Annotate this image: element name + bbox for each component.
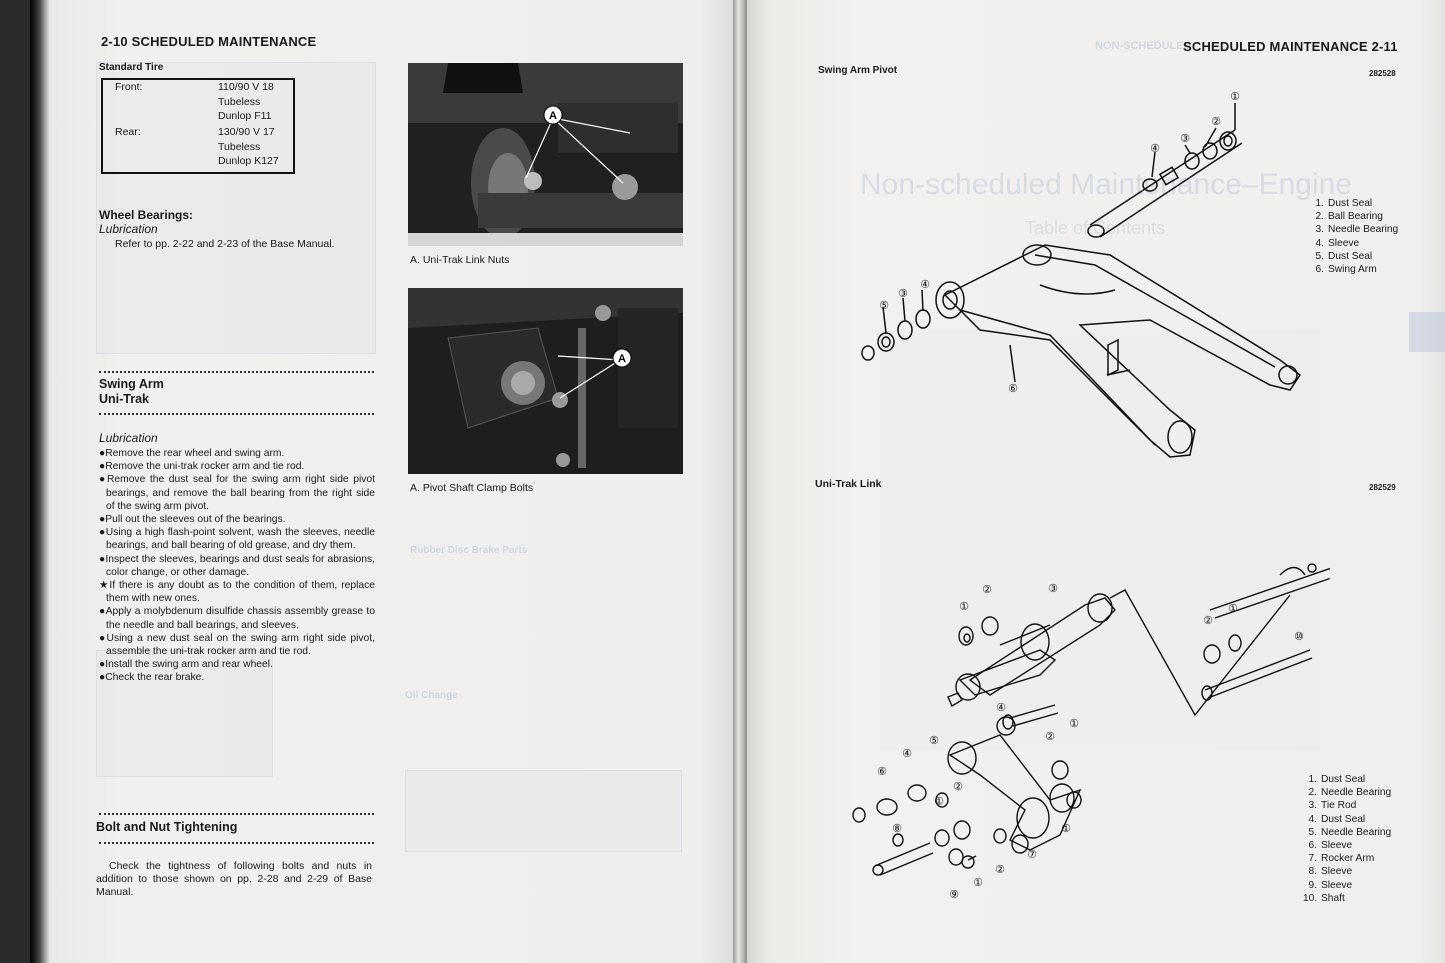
list-item: ●Using a high flash-point solvent, wash the sleeves, needle bearings, and ball bearing of old grease, and dry them. (99, 527, 375, 552)
wheel-bearings-text: Refer to pp. 2-22 and 2-23 of the Base Manual. (115, 238, 335, 250)
list-item: ●Inspect the sleeves, bearings and dust seals for abrasions, color change, or other damage. (99, 553, 375, 578)
callout-9: ⑨ (949, 889, 959, 901)
figure-code: 282528 (1369, 69, 1396, 78)
callout-3b: ③ (898, 288, 908, 300)
rear-type: Tubeless (218, 140, 261, 153)
callout-1c: ① (1069, 718, 1079, 730)
callout-2: ② (982, 584, 992, 596)
callout-3: ③ (1048, 583, 1058, 595)
standard-tire-title: Standard Tire (99, 62, 164, 73)
divider (99, 842, 374, 844)
callout-7: ⑦ (1027, 849, 1037, 861)
figure-code: 282529 (1369, 483, 1396, 492)
callout-2e: ② (995, 864, 1005, 876)
divider (99, 413, 374, 415)
callout-2: ② (1211, 116, 1221, 128)
callout-2d: ② (953, 781, 963, 793)
callout-5: ⑤ (929, 735, 939, 747)
swing-arm-pivot-diagram (850, 85, 1310, 475)
uni-trak-legend (1303, 773, 1391, 905)
callout-6: ⑥ (1008, 383, 1018, 395)
callout-1: ① (1230, 91, 1240, 103)
legend-item: 10. Shaft (1303, 892, 1345, 904)
uni-trak-link-title: Uni-Trak Link (815, 478, 882, 490)
wheel-bearings-subtitle: Lubrication (99, 222, 158, 236)
callout-4b: ④ (902, 748, 912, 760)
rear-size: 130/90 V 17 (218, 126, 275, 138)
bolt-nut-title: Bolt and Nut Tightening (96, 820, 238, 834)
list-item: ●Apply a molybdenum disulfide chassis assembly grease to the needle and ball bearings, and sleeves. (99, 606, 375, 631)
swing-arm-subtitle: Lubrication (99, 431, 158, 445)
callout-2b: ② (1203, 615, 1213, 627)
callout-1b: ① (1228, 603, 1238, 615)
page-header-left: 2-10 SCHEDULED MAINTENANCE (101, 34, 317, 49)
callout-1d: ① (934, 796, 944, 808)
list-item: ●Install the swing arm and rear wheel. (99, 659, 273, 671)
legend-item: 7. Rocker Arm (1308, 853, 1375, 865)
photo2-marker: A (618, 353, 626, 365)
callout-4b: ④ (920, 279, 930, 291)
callout-3: ③ (1180, 133, 1190, 145)
book-binding (733, 0, 747, 963)
legend-item: 6. Sleeve (1308, 840, 1353, 852)
callout-4: ④ (1150, 143, 1160, 155)
legend-item: 2. Ball Bearing (1315, 211, 1383, 223)
front-size: 110/90 V 18 (218, 81, 274, 93)
list-item: ●Using a new dust seal on the swing arm right side pivot, assemble the uni-trak rocker arm and tie rod. (99, 632, 375, 658)
legend-item: 3. Needle Bearing (1315, 224, 1399, 236)
legend-item: 2. Needle Bearing (1308, 787, 1392, 799)
callout-8: ⑧ (892, 823, 902, 835)
legend-item: 5. Needle Bearing (1308, 826, 1392, 838)
right-page: Non-scheduled Maintenance–Engine Table of Contents NON-SCHEDULED (740, 0, 1445, 963)
pivot-shaft-photo (408, 288, 683, 474)
legend-item: 5. Dust Seal (1315, 250, 1373, 262)
list-item: ★If there is any doubt as to the condition of them, replace them with new ones. (99, 580, 375, 605)
list-item: ●Remove the dust seal for the swing arm right side pivot bearings, and remove the ball bearing from the right side of the swing arm pivot. (99, 474, 375, 512)
callout-5: ⑤ (879, 300, 889, 312)
photo1-caption: A. Uni-Trak Link Nuts (410, 254, 510, 266)
swing-arm-legend (1310, 197, 1398, 276)
legend-item: 4. Sleeve (1315, 237, 1360, 249)
page-header-right: SCHEDULED MAINTENANCE 2-11 (1183, 39, 1398, 54)
photo-illustration (408, 63, 683, 246)
swing-arm-title: Swing Arm (99, 377, 164, 391)
callout-2c: ② (1045, 731, 1055, 743)
uni-trak-link-photo (408, 63, 683, 246)
photo-illustration (408, 288, 683, 474)
legend-item: 6. Swing Arm (1315, 264, 1377, 276)
rear-label: Rear: (115, 126, 141, 138)
uni-trak-title: Uni-Trak (99, 392, 150, 406)
swing-arm-pivot-title: Swing Arm Pivot (818, 65, 898, 76)
legend-item: 4. Dust Seal (1308, 813, 1366, 825)
photo1-marker: A (549, 110, 557, 122)
list-item: ●Check the rear brake. (99, 672, 205, 684)
callout-1f: ① (973, 877, 983, 889)
callout-10: ⑩ (1294, 631, 1304, 643)
lubrication-steps (99, 447, 375, 685)
front-type: Tubeless (218, 95, 261, 108)
left-page: Rubber Disc Brake Parts Oil Change (0, 0, 740, 963)
divider (99, 371, 374, 373)
legend-item: 9. Sleeve (1308, 879, 1353, 891)
legend-item: 1. Dust Seal (1308, 774, 1366, 785)
callout-1: ① (959, 601, 969, 613)
section-tab (1409, 312, 1445, 352)
legend-item: 3. Tie Rod (1308, 800, 1357, 812)
list-item: ●Remove the uni-trak rocker arm and tie rod. (99, 461, 305, 473)
legend-item: 8. Sleeve (1308, 866, 1353, 878)
list-item: ●Remove the rear wheel and swing arm. (99, 448, 285, 459)
callout-1e: ① (1061, 823, 1071, 835)
front-brand: Dunlop F11 (218, 110, 272, 122)
book-edge-shadow (30, 0, 50, 963)
callout-4: ④ (996, 702, 1006, 714)
standard-tire-table (101, 78, 295, 174)
callout-6: ⑥ (877, 766, 887, 778)
divider (99, 813, 374, 815)
bolt-nut-text: Check the tightness of following bolts and nuts in addition to those shown on pp. 2-28 and 2-29 of Base Manual. (96, 860, 372, 898)
rear-brand: Dunlop K127 (218, 155, 279, 167)
list-item: ●Pull out the sleeves out of the bearings. (99, 514, 286, 526)
photo2-caption: A. Pivot Shaft Clamp Bolts (410, 482, 534, 494)
wheel-bearings-title: Wheel Bearings: (99, 208, 194, 222)
uni-trak-link-diagram (850, 550, 1330, 910)
legend-item: 1. Dust Seal (1315, 198, 1373, 209)
front-label: Front: (115, 81, 143, 93)
